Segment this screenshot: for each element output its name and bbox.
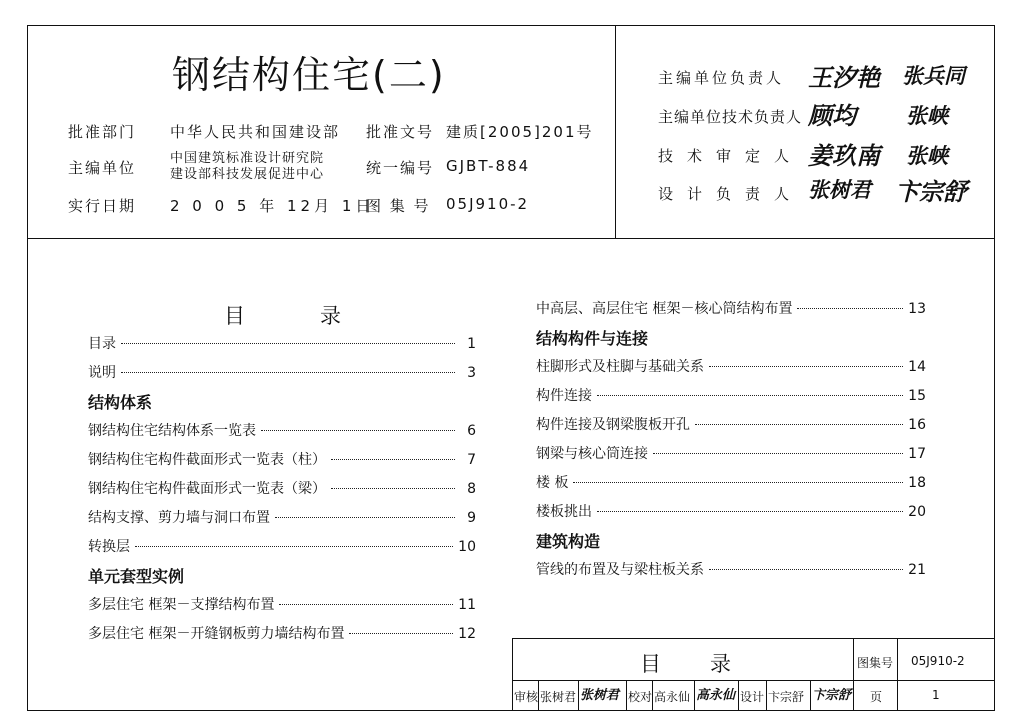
toc-leader-dots: [279, 604, 453, 605]
header-divider: [27, 238, 995, 239]
toc-entry[interactable]: [536, 472, 926, 492]
header-column-divider: [615, 25, 616, 238]
signature-4b: 卞宗舒: [895, 177, 967, 206]
toc-page-number: 9: [467, 510, 476, 526]
signature-3a: 姜玖南: [808, 141, 880, 170]
toc-entry-title: 目录: [88, 336, 116, 352]
toc-entry-title: 柱脚形式及柱脚与基础关系: [536, 359, 704, 375]
toc-entry-title: 管线的布置及与梁柱板关系: [536, 562, 704, 578]
review-name: 张树君: [540, 690, 577, 704]
toc-entry-title: 楼板挑出: [536, 504, 592, 520]
role-design-lead: 设计负责人: [658, 185, 804, 203]
check-name: 高永仙: [654, 690, 691, 704]
atlas-no-block: 05J910-2: [911, 654, 965, 668]
effective-date-label: 实行日期: [68, 197, 137, 215]
title-block-name-right: 录: [710, 652, 731, 676]
toc-entry-title: 钢梁与核心筒连接: [536, 446, 648, 462]
toc-entry[interactable]: [88, 333, 476, 353]
toc-page-number: 15: [908, 388, 926, 404]
toc-entry[interactable]: [536, 443, 926, 463]
toc-section-heading: 建筑构造: [536, 532, 601, 551]
review-label: 审核: [514, 690, 539, 704]
toc-leader-dots: [261, 430, 455, 431]
toc-entry[interactable]: [88, 362, 476, 382]
toc-page-number: 7: [467, 452, 476, 468]
unified-no-label: 统一编号: [366, 159, 435, 177]
signature-2b: 张峡: [906, 103, 948, 128]
toc-entry[interactable]: [536, 414, 926, 434]
toc-heading-right: 录: [320, 304, 341, 328]
toc-entry-title: 钢结构住宅构件截面形式一览表（柱）: [88, 452, 326, 468]
toc-entry[interactable]: [88, 420, 476, 440]
toc-page-number: 6: [467, 423, 476, 439]
toc-entry-title: 钢结构住宅结构体系一览表: [88, 423, 256, 439]
toc-entry-title: 多层住宅 框架－开缝钢板剪力墙结构布置: [88, 626, 345, 642]
toc-leader-dots: [121, 343, 455, 344]
toc-leader-dots: [709, 366, 903, 367]
toc-section-heading: 单元套型实例: [88, 567, 185, 586]
toc-entry-title: 结构支撑、剪力墙与洞口布置: [88, 510, 270, 526]
signature-4a: 张树君: [808, 177, 871, 202]
editor-unit-label: 主编单位: [68, 159, 137, 177]
atlas-no-value: 05J910-2: [446, 195, 530, 213]
toc-leader-dots: [331, 459, 455, 460]
toc-page-number: 11: [458, 597, 476, 613]
approval-dept-label: 批准部门: [68, 123, 137, 141]
title-block-name-left: 目: [640, 652, 661, 676]
editor-unit-line-2: 建设部科技发展促进中心: [170, 167, 325, 182]
unified-no-value: GJBT-884: [446, 157, 531, 175]
toc-entry-title: 转换层: [88, 539, 130, 555]
toc-leader-dots: [349, 633, 453, 634]
toc-section-heading: 结构体系: [88, 393, 153, 412]
toc-entry[interactable]: [536, 559, 926, 579]
toc-leader-dots: [121, 372, 455, 373]
toc-leader-dots: [573, 482, 903, 483]
toc-leader-dots: [709, 569, 903, 570]
atlas-no-label-block: 图集号: [857, 656, 894, 670]
toc-leader-dots: [597, 511, 903, 512]
toc-leader-dots: [135, 546, 453, 547]
design-label: 设计: [740, 690, 765, 704]
toc-leader-dots: [695, 424, 903, 425]
page-number: 1: [932, 688, 940, 702]
role-chief-unit-tech-head: 主编单位技术负责人: [658, 108, 803, 126]
toc-entry-title: 说明: [88, 365, 116, 381]
toc-leader-dots: [331, 488, 455, 489]
toc-entry[interactable]: [536, 385, 926, 405]
toc-page-number: 20: [908, 504, 926, 520]
toc-entry[interactable]: [88, 623, 476, 643]
toc-page-number: 13: [908, 301, 926, 317]
title-block-col-1: [853, 638, 854, 711]
signature-3b: 张峡: [906, 143, 948, 168]
toc-entry-title: 中高层、高层住宅 框架－核心筒结构布置: [536, 301, 793, 317]
approval-dept-value: 中华人民共和国建设部: [170, 123, 341, 141]
toc-page-number: 16: [908, 417, 926, 433]
check-label: 校对: [628, 690, 653, 704]
signature-1b: 张兵同: [902, 63, 965, 88]
toc-entry[interactable]: [88, 594, 476, 614]
toc-entry-title: 构件连接: [536, 388, 592, 404]
toc-entry[interactable]: [536, 356, 926, 376]
atlas-no-label: 图 集 号: [366, 197, 431, 215]
approval-doc-label: 批准文号: [366, 123, 435, 141]
toc-page-number: 8: [467, 481, 476, 497]
toc-page-number: 21: [908, 562, 926, 578]
toc-entry[interactable]: [536, 298, 926, 318]
toc-leader-dots: [275, 517, 455, 518]
toc-entry-title: 楼 板: [536, 475, 569, 491]
toc-page-number: 12: [458, 626, 476, 642]
effective-date-value: 2 0 0 5 年 12月 1日: [170, 197, 375, 215]
role-tech-approver: 技术审定人: [658, 147, 804, 165]
toc-page-number: 1: [467, 336, 476, 352]
design-name: 卞宗舒: [768, 690, 805, 704]
toc-entry-title: 多层住宅 框架－支撑结构布置: [88, 597, 275, 613]
toc-entry[interactable]: [88, 449, 476, 469]
atlas-title: 钢结构住宅(二): [172, 53, 446, 97]
toc-page-number: 3: [467, 365, 476, 381]
review-signature: 张树君: [580, 688, 620, 703]
signature-1a: 王汐艳: [808, 63, 880, 92]
check-signature: 高永仙: [696, 688, 736, 703]
toc-page-number: 17: [908, 446, 926, 462]
editor-unit-line-1: 中国建筑标准设计研究院: [170, 151, 325, 166]
title-block-divider: [512, 680, 995, 681]
toc-entry[interactable]: [536, 501, 926, 521]
toc-section-heading: 结构构件与连接: [536, 329, 649, 348]
title-block-col-2: [897, 638, 898, 711]
toc-entry[interactable]: [88, 507, 476, 527]
page-label: 页: [870, 690, 883, 704]
toc-entry-title: 钢结构住宅构件截面形式一览表（梁）: [88, 481, 326, 497]
toc-page-number: 10: [458, 539, 476, 555]
design-signature: 卞宗舒: [812, 688, 852, 703]
toc-leader-dots: [597, 395, 903, 396]
toc-leader-dots: [653, 453, 903, 454]
toc-page-number: 14: [908, 359, 926, 375]
approval-doc-value: 建质[2005]201号: [446, 123, 594, 141]
toc-heading-left: 目: [224, 304, 245, 328]
role-chief-unit-head: 主编单位负责人: [658, 69, 785, 87]
toc-entry[interactable]: [88, 536, 476, 556]
signature-2a: 顾均: [808, 101, 856, 130]
toc-entry-title: 构件连接及钢梁腹板开孔: [536, 417, 690, 433]
toc-leader-dots: [797, 308, 903, 309]
toc-page-number: 18: [908, 475, 926, 491]
toc-entry[interactable]: [88, 478, 476, 498]
